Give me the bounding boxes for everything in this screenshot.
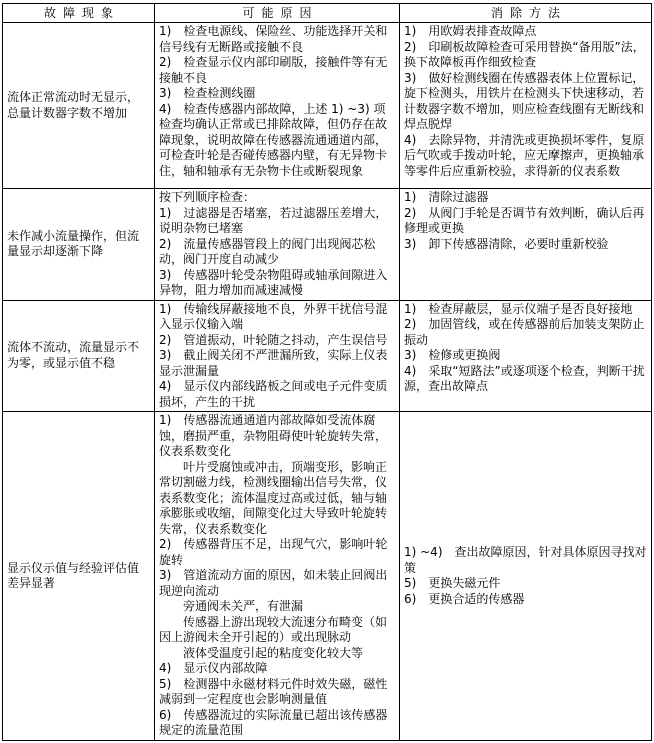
cause-item: 2) 传感器背压不足，出现气穴，影响叶轮旋转 bbox=[159, 537, 388, 567]
cause-item: 1) 过滤器是否堵塞，若过滤器压差增大，说明杂物已堵塞 bbox=[159, 205, 388, 235]
cause-item: 2) 管道振动，叶轮随之抖动，产生误信号 bbox=[159, 332, 388, 347]
remedy-cell bbox=[400, 189, 652, 301]
cause-item: 传感器上游出现较大流速分布畸变（如因上游阀未全开引起的）或出现脉动 bbox=[159, 614, 388, 644]
cause-item: 3) 管道流动方面的原因，如未装止回阀出现逆向流动 bbox=[159, 568, 388, 598]
cause-item: 按下列顺序检查： bbox=[159, 190, 256, 204]
fault-phenomenon-text: 流体正常流动时无显示，总量计数器字数不增加 bbox=[7, 90, 140, 120]
cause-item: 6) 传感器流过的实际流量已超出该传感器规定的流量范围 bbox=[159, 707, 388, 737]
fault-diagnosis-table bbox=[2, 3, 652, 741]
remedy-item: 4) 去除异物，并清洗或更换损坏零件，复原后气吹或手拨动叶轮，应无摩擦声，更换轴承等零件后应重新校验，求得新的仪表系数 bbox=[404, 132, 645, 178]
remedy-cell bbox=[400, 412, 652, 741]
possible-causes-cell bbox=[155, 23, 400, 189]
remedy-item: 1) ~4) 查出故障原因，针对具体原因寻找对策 bbox=[404, 545, 647, 575]
remedy-item: 3) 检修或更换阀 bbox=[404, 348, 501, 362]
remedy-cell bbox=[400, 300, 652, 412]
remedy-item: 3) 卸下传感器清除，必要时重新校验 bbox=[404, 236, 609, 251]
cause-item: 4) 显示仪内部故障 bbox=[159, 661, 268, 675]
fault-table-body bbox=[3, 23, 652, 741]
remedy-item: 5) 更换失磁元件 bbox=[404, 576, 501, 590]
column-header-remedies: 消除方法 bbox=[400, 4, 652, 23]
remedy-item: 2) 从阀门手轮是否调节有效判断，确认后再修理或更换 bbox=[404, 205, 645, 235]
fault-phenomenon-cell bbox=[3, 300, 155, 412]
possible-causes-cell bbox=[155, 300, 400, 412]
remedy-item: 6) 更换合适的传感器 bbox=[404, 591, 525, 606]
cause-item: 液体受温度引起的粘度变化较大等 bbox=[159, 645, 364, 660]
cause-item: 旁通阀未关严，有泄漏 bbox=[159, 599, 304, 613]
cause-item: 4) 显示仪内部线路板之间或电子元件变质损坏，产生的干扰 bbox=[159, 379, 388, 409]
column-header-causes: 可能原因 bbox=[155, 4, 400, 23]
table-row bbox=[3, 300, 652, 412]
possible-causes-cell bbox=[155, 189, 400, 301]
cause-item: 1) 传输线屏蔽接地不良，外界干扰信号混入显示仪输入端 bbox=[159, 301, 388, 331]
cause-item: 5) 检测器中永磁材料元件时效失磁，磁性减弱到一定程度也会影响测量值 bbox=[159, 676, 388, 706]
table-header-row bbox=[3, 4, 652, 23]
remedy-item: 3) 做好检测线圈在传感器表体上位置标记，旋下检测头，用铁片在检测头下快速移动，若计数器字数不增加，则应检查线圈有无断线和焊点脱焊 bbox=[404, 70, 645, 131]
remedy-cell bbox=[400, 23, 652, 189]
cause-item: 3) 检查检测线圈 bbox=[159, 86, 256, 100]
cause-item: 3) 传感器叶轮受杂物阻碍或轴承间隙进入异物，阻力增加而减速减慢 bbox=[159, 267, 388, 297]
remedy-item: 2) 印刷板故障检查可采用替换“备用版”法，换下故障板再作细致检查 bbox=[404, 39, 645, 69]
remedy-item: 2) 加固管线，或在传感器前后加装支架防止振动 bbox=[404, 317, 645, 347]
fault-phenomenon-cell bbox=[3, 189, 155, 301]
cause-item: 4) 检查传感器内部故障，上述 1) ~3) 项检查均确认正常或已排除故障，但仍存在故障现象，说明故障在传感器流通通道内部，可检查叶轮是否碰传感器内壁，有无异物卡住，轴和轴承有无杂物卡住或断裂现象 bbox=[159, 101, 388, 178]
cause-item: 2) 检查显示仪内部印刷版，接触件等有无接触不良 bbox=[159, 55, 388, 85]
fault-phenomenon-text: 未作减小流量操作，但流量显示却逐渐下降 bbox=[7, 228, 140, 259]
table-row bbox=[3, 23, 652, 189]
possible-causes-cell bbox=[155, 412, 400, 741]
table-row bbox=[3, 189, 652, 301]
column-header-phenomenon: 故障现象 bbox=[3, 4, 155, 23]
cause-item: 1) 检查电源线、保险丝、功能选择开关和信号线有无断路或接触不良 bbox=[159, 24, 388, 54]
cause-item: 2) 流量传感器管段上的阀门出现阀芯松动，阀门开度自动减少 bbox=[159, 236, 376, 266]
fault-phenomenon-text: 显示仪示值与经验评估值差异显著 bbox=[7, 560, 140, 590]
remedy-item: 4) 采取“短路法”或逐项逐个检查，判断干扰源，查出故障点 bbox=[404, 363, 645, 393]
cause-item: 3) 截止阀关闭不严泄漏所致，实际上仪表显示泄漏量 bbox=[159, 348, 388, 378]
fault-phenomenon-cell bbox=[3, 412, 155, 741]
fault-phenomenon-text: 流体不流动，流量显示不为零，或显示值不稳 bbox=[7, 340, 140, 370]
cause-item: 1) 传感器流通通道内部故障如受流体腐蚀，磨损严重，杂物阻碍使叶轮旋转失常，仪表系数变化 bbox=[159, 413, 388, 458]
table-row bbox=[3, 412, 652, 741]
remedy-item: 1) 检查屏蔽层，显示仪端子是否良好接地 bbox=[404, 301, 633, 316]
cause-item: 叶片受腐蚀或冲击，顶端变形，影响正常切割磁力线，检测线圈输出信号失常，仪表系数变化；流体温度过高或过低，轴与轴承膨胀或收缩，间隙变化过大导致叶轮旋转失常，仪表系数变化 bbox=[159, 459, 388, 536]
fault-phenomenon-cell bbox=[3, 23, 155, 189]
remedy-item: 1) 用欧姆表排查故障点 bbox=[404, 24, 537, 38]
remedy-item: 1) 清除过滤器 bbox=[404, 190, 489, 204]
